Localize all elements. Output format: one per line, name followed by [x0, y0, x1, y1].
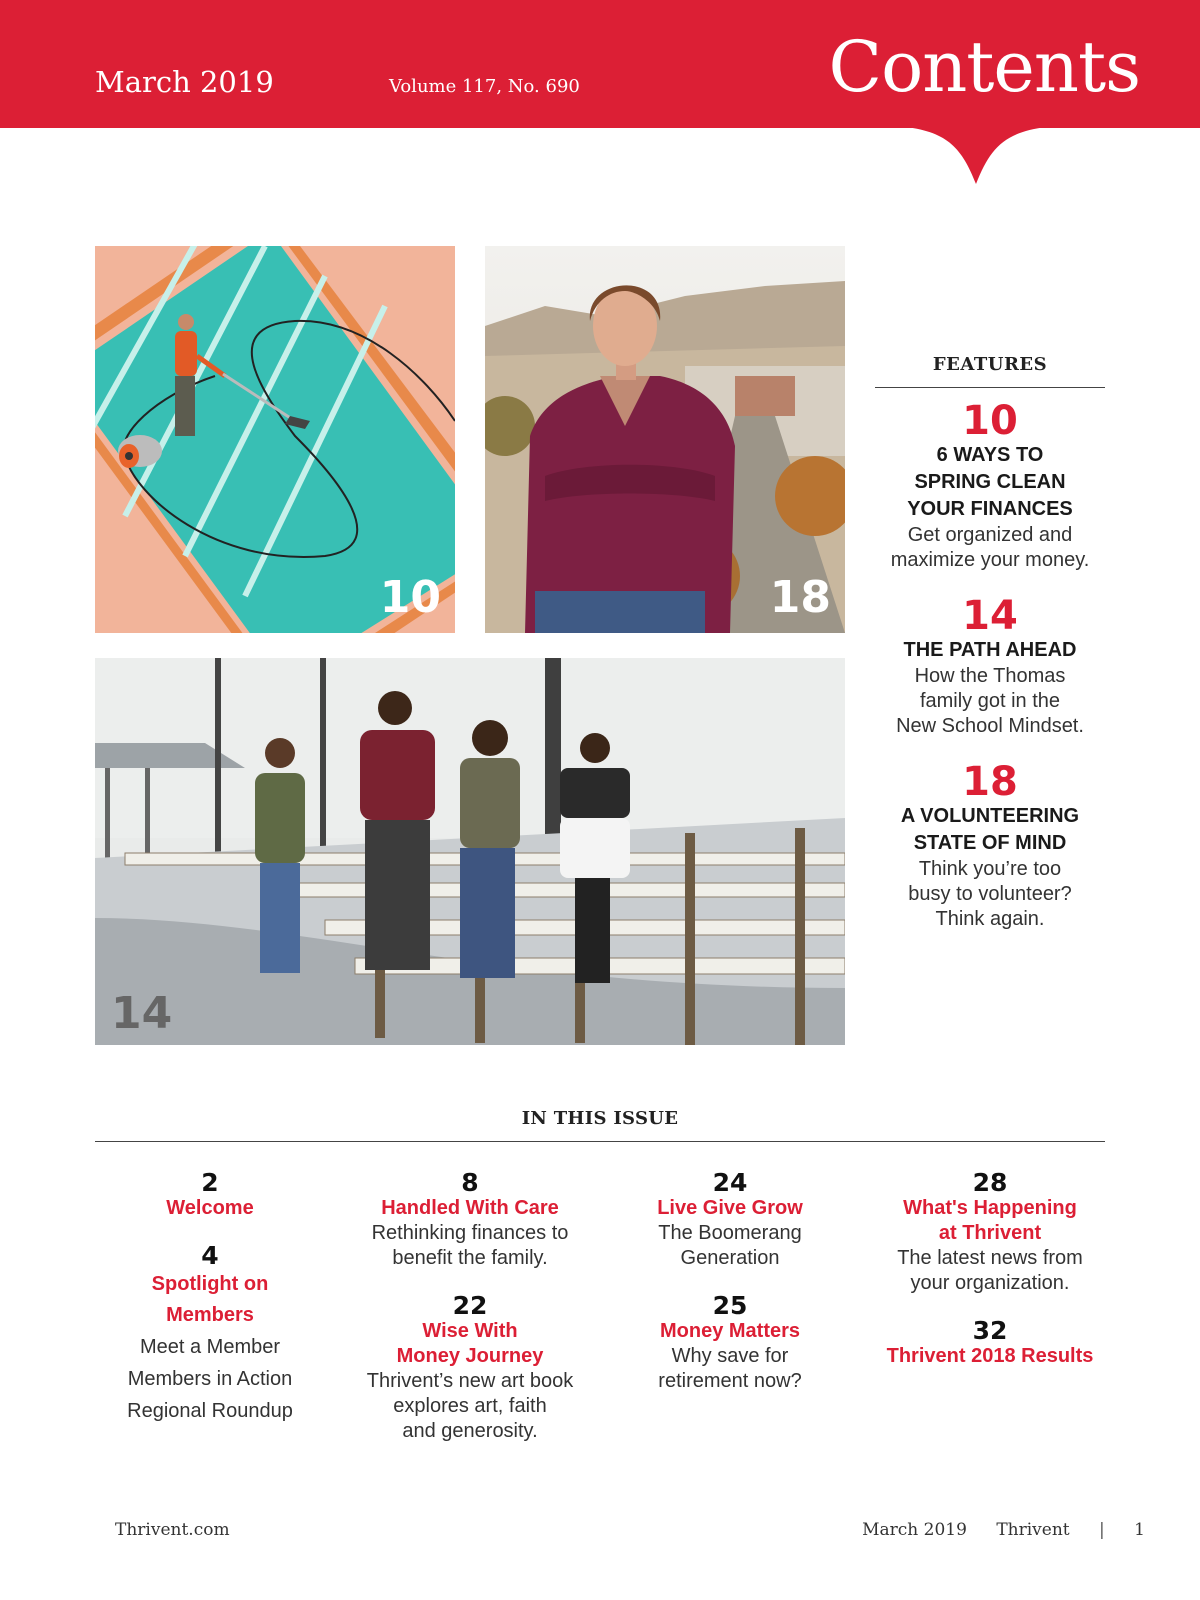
issue-description: The latest news from your organization.	[897, 1247, 1083, 1294]
footer-date: March 2019	[862, 1520, 967, 1540]
issue-title: Money Matters	[659, 1320, 801, 1342]
issue-title: Live Give Grow	[657, 1197, 803, 1219]
issue-item-live-give-grow[interactable]	[605, 1170, 855, 1271]
header-banner	[0, 0, 1200, 128]
issue-description: The Boomerang Generation	[658, 1222, 802, 1269]
issue-item-welcome[interactable]	[85, 1170, 335, 1221]
spotlight-link-meet-a-member[interactable]: Meet a Member	[139, 1336, 281, 1358]
feature-description: Get organized and maximize your money.	[890, 524, 1090, 571]
footer-page-number: 1	[1134, 1520, 1145, 1540]
issue-date: March 2019	[95, 65, 274, 99]
header-notch	[896, 126, 1056, 186]
issue-description: Rethinking finances to benefit the family.	[371, 1222, 569, 1269]
feature-image-path-ahead[interactable]	[95, 658, 845, 1045]
issue-page-number: 2	[201, 1168, 219, 1197]
issue-page-number: 22	[452, 1291, 488, 1320]
issue-item-spotlight[interactable]	[85, 1243, 335, 1427]
footer-brand: Thrivent	[996, 1520, 1070, 1540]
issue-item-whats-happening[interactable]	[865, 1170, 1115, 1296]
features-section	[875, 354, 1105, 932]
family-boardwalk-photo	[95, 658, 845, 1045]
issue-title: Wise With Money Journey	[396, 1320, 544, 1367]
issue-page-number: 8	[461, 1168, 479, 1197]
issue-page-number: 24	[712, 1168, 748, 1197]
footer-website-link[interactable]: Thrivent.com	[115, 1520, 230, 1540]
feature-item[interactable]	[875, 595, 1105, 739]
issue-item-wise-with-money[interactable]	[345, 1293, 595, 1444]
volume-number: Volume 117, No. 690	[389, 76, 580, 97]
in-this-issue-heading: IN THIS ISSUE	[95, 1108, 1105, 1142]
feature-image-spring-clean[interactable]	[95, 246, 455, 633]
issue-title: Thrivent 2018 Results	[886, 1345, 1094, 1367]
issue-column	[85, 1170, 335, 1449]
issue-title: Welcome	[166, 1197, 254, 1219]
feature-title: A VOLUNTEERING STATE OF MIND	[900, 805, 1080, 854]
feature-title: 6 WAYS TO SPRING CLEAN YOUR FINANCES	[907, 444, 1073, 520]
issue-page-number: 28	[972, 1168, 1008, 1197]
issue-item-2018-results[interactable]	[865, 1318, 1115, 1369]
issue-page-number: 25	[712, 1291, 748, 1320]
issue-page-number: 32	[972, 1316, 1008, 1345]
feature-item[interactable]	[875, 761, 1105, 932]
issue-item-money-matters[interactable]	[605, 1293, 855, 1394]
issue-title: Spotlight on Members	[151, 1273, 269, 1326]
issue-description: Why save for retirement now?	[658, 1345, 802, 1392]
feature-description: How the Thomas family got in the New School Mindset.	[896, 665, 1084, 737]
feature-title: THE PATH AHEAD	[903, 639, 1077, 661]
image-page-number: 10	[379, 572, 441, 623]
feature-page-number: 10	[962, 398, 1018, 444]
feature-page-number: 18	[962, 759, 1018, 805]
page-title: Contents	[828, 26, 1140, 108]
image-page-number: 18	[769, 572, 831, 623]
feature-description: Think you’re too busy to volunteer? Think again.	[908, 858, 1072, 930]
issue-column	[865, 1170, 1115, 1391]
feature-image-volunteering[interactable]	[485, 246, 845, 633]
footer-folio	[862, 1520, 1145, 1540]
issue-item-handled-with-care[interactable]	[345, 1170, 595, 1271]
issue-title: What's Happening at Thrivent	[903, 1197, 1077, 1244]
features-heading: FEATURES	[875, 354, 1105, 388]
feature-item[interactable]	[875, 400, 1105, 573]
image-page-number: 14	[111, 988, 173, 1039]
issue-page-number: 4	[201, 1241, 219, 1270]
footer-separator: |	[1099, 1520, 1105, 1540]
issue-description: Thrivent’s new art book explores art, faith and generosity.	[366, 1370, 574, 1442]
issue-column	[605, 1170, 855, 1416]
spotlight-link-regional-roundup[interactable]: Regional Roundup	[127, 1400, 293, 1422]
issue-column	[345, 1170, 595, 1466]
feature-page-number: 14	[962, 593, 1018, 639]
issue-title: Handled With Care	[381, 1197, 559, 1219]
spotlight-link-members-in-action[interactable]: Members in Action	[127, 1368, 293, 1390]
